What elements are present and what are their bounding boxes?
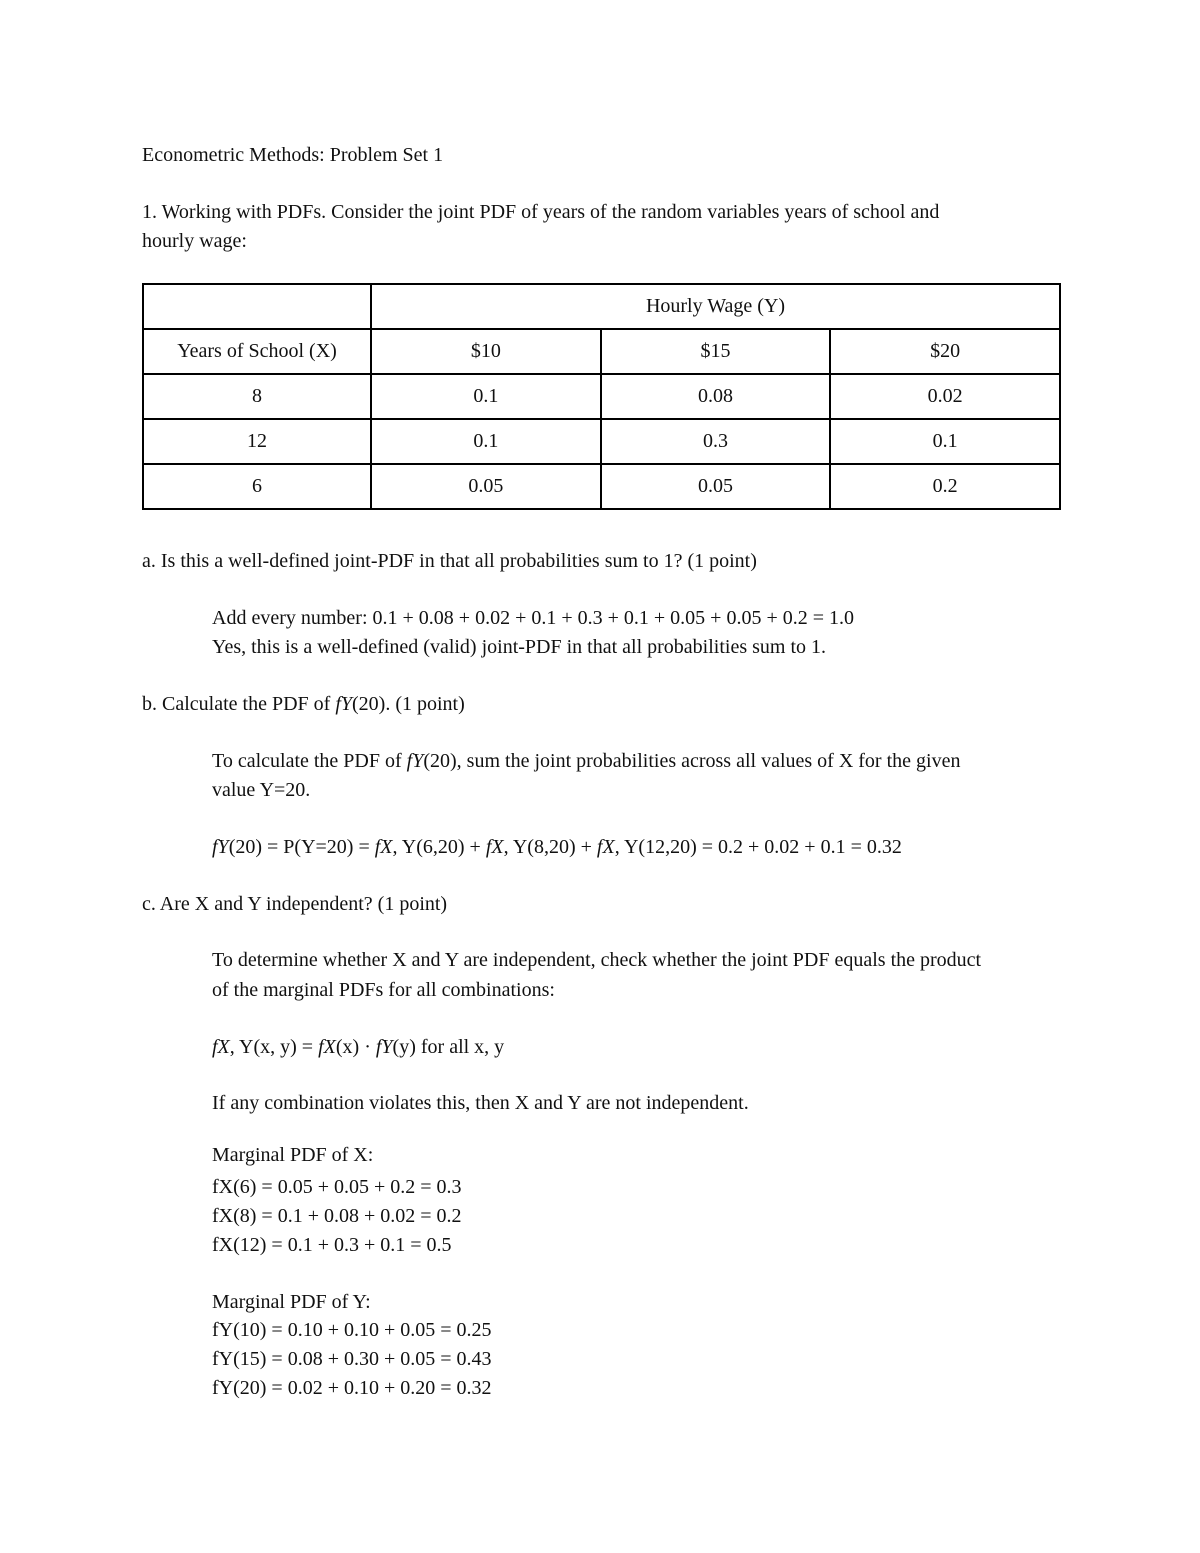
- column-header: $15: [601, 329, 831, 374]
- table-row: [143, 374, 1060, 419]
- hourly-wage-header: Hourly Wage (Y): [371, 284, 1060, 329]
- table-row: [143, 419, 1060, 464]
- marginal-y-line: fY(20) = 0.02 + 0.10 + 0.20 = 0.32: [212, 1377, 492, 1399]
- table-header-row: [143, 284, 1060, 329]
- table-cell: 0.1: [371, 419, 601, 464]
- joint-pdf-table: [142, 283, 1061, 510]
- row-header: 8: [143, 374, 371, 419]
- table-cell: 0.2: [830, 464, 1060, 509]
- part-c-intro-line-1: To determine whether X and Y are independent, check whether the joint PDF equals the product: [212, 949, 982, 971]
- table-cell: 0.1: [830, 419, 1060, 464]
- table-cell: 0.08: [601, 374, 831, 419]
- column-header: $20: [830, 329, 1060, 374]
- part-b-answer-line-1: To calculate the PDF of fY(20), sum the joint probabilities across all values of X for the given: [212, 750, 961, 772]
- document-title: Econometric Methods: Problem Set 1: [142, 144, 444, 166]
- table-cell: 0.05: [371, 464, 601, 509]
- part-a-answer-conclusion: Yes, this is a well-defined (valid) joint-PDF in that all probabilities sum to 1.: [212, 636, 827, 658]
- table-cell: 0.05: [601, 464, 831, 509]
- marginal-x-line: fX(8) = 0.1 + 0.08 + 0.02 = 0.2: [212, 1205, 462, 1227]
- fy-function: fY: [335, 693, 352, 715]
- row-header: 12: [143, 419, 371, 464]
- table-cell: 0.1: [371, 374, 601, 419]
- years-of-school-header: Years of School (X): [143, 329, 371, 374]
- row-header: 6: [143, 464, 371, 509]
- table-cell: 0.3: [601, 419, 831, 464]
- table-corner-cell: [143, 284, 371, 329]
- question-1-line-1: 1. Working with PDFs. Consider the joint PDF of years of the random variables years of school and: [142, 201, 940, 223]
- part-c-independence-equation: fX, Y(x, y) = fX(x) · fY(y) for all x, y: [212, 1036, 505, 1058]
- table-row: [143, 464, 1060, 509]
- question-1-line-2: hourly wage:: [142, 230, 247, 252]
- marginal-y-line: fY(15) = 0.08 + 0.30 + 0.05 = 0.43: [212, 1348, 492, 1370]
- part-a-answer-sum: Add every number: 0.1 + 0.08 + 0.02 + 0.1 + 0.3 + 0.1 + 0.05 + 0.05 + 0.2 = 1.0: [212, 607, 855, 629]
- column-header: $10: [371, 329, 601, 374]
- part-b-question: b. Calculate the PDF of fY(20). (1 point): [142, 693, 465, 715]
- marginal-x-line: fX(6) = 0.05 + 0.05 + 0.2 = 0.3: [212, 1176, 462, 1198]
- part-b-equation: fY(20) = P(Y=20) = fX, Y(6,20) + fX, Y(8,20) + fX, Y(12,20) = 0.2 + 0.02 + 0.1 = 0.32: [212, 836, 902, 858]
- part-c-question: c. Are X and Y independent? (1 point): [142, 893, 448, 915]
- fy-function: fY: [406, 750, 424, 772]
- part-b-answer-line-2: value Y=20.: [212, 779, 311, 801]
- part-c-intro-line-2: of the marginal PDFs for all combinations:: [212, 979, 555, 1001]
- marginal-y-title: Marginal PDF of Y:: [212, 1291, 371, 1313]
- table-column-header-row: [143, 329, 1060, 374]
- marginal-y-line: fY(10) = 0.10 + 0.10 + 0.05 = 0.25: [212, 1319, 492, 1341]
- part-c-violation-note: If any combination violates this, then X and Y are not independent.: [212, 1092, 749, 1114]
- part-a-question: a. Is this a well-defined joint-PDF in that all probabilities sum to 1? (1 point): [142, 550, 757, 572]
- marginal-x-title: Marginal PDF of X:: [212, 1144, 374, 1166]
- marginal-x-line: fX(12) = 0.1 + 0.3 + 0.1 = 0.5: [212, 1234, 452, 1256]
- table-cell: 0.02: [830, 374, 1060, 419]
